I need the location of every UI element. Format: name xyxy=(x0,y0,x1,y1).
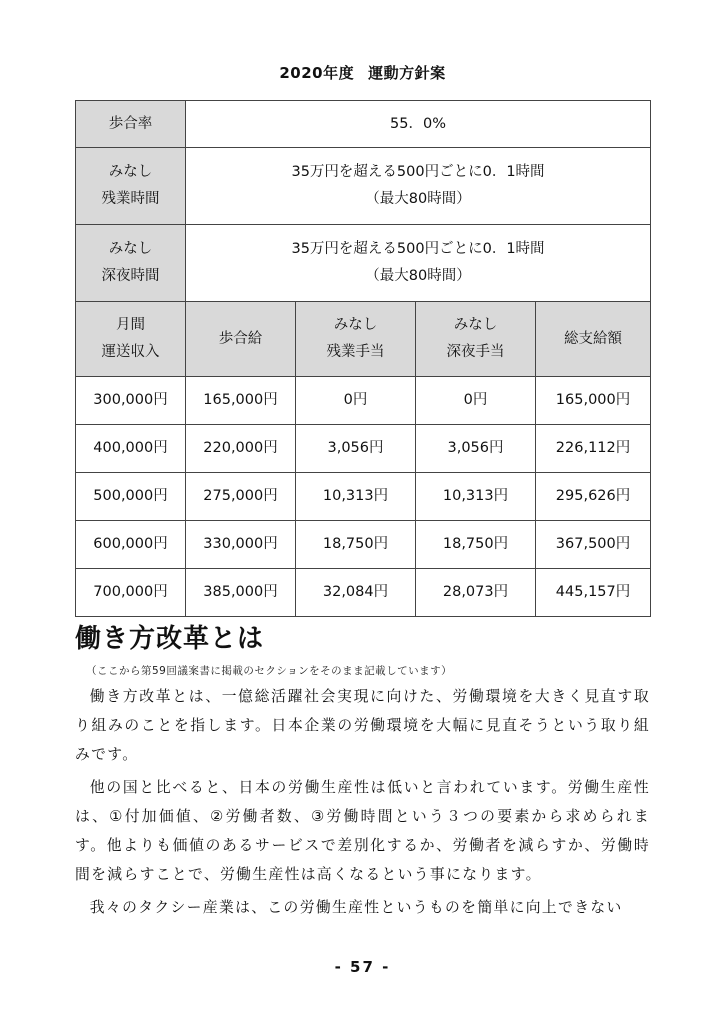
cell-commission: 220,000円 xyxy=(186,425,296,473)
table-header-row xyxy=(76,302,651,377)
header-overtime-line2: 残業手当 xyxy=(326,344,385,360)
cell-total: 367,500円 xyxy=(536,521,651,569)
title-main: 運動方針案 xyxy=(368,64,446,82)
title-year: 2020年度 xyxy=(279,64,355,82)
header-night-allowance xyxy=(416,302,536,377)
policy-table xyxy=(75,100,651,617)
night-hours-label xyxy=(76,225,186,302)
cell-income: 400,000円 xyxy=(76,425,186,473)
cell-income: 600,000円 xyxy=(76,521,186,569)
header-income-line1: 月間 xyxy=(116,317,145,333)
cell-income: 700,000円 xyxy=(76,569,186,617)
header-night-line2: 深夜手当 xyxy=(446,344,505,360)
overtime-label-line1: みなし xyxy=(108,164,153,180)
night-hours-row xyxy=(76,225,651,302)
cell-night: 18,750円 xyxy=(416,521,536,569)
overtime-label-line2: 残業時間 xyxy=(101,191,160,207)
cell-overtime: 32,084円 xyxy=(296,569,416,617)
cell-night: 28,073円 xyxy=(416,569,536,617)
header-night-line1: みなし xyxy=(453,317,498,333)
cell-night: 0円 xyxy=(416,377,536,425)
cell-commission: 165,000円 xyxy=(186,377,296,425)
header-total-pay: 総支給額 xyxy=(536,302,651,377)
header-income-line2: 運送収入 xyxy=(101,344,160,360)
cell-overtime: 3,056円 xyxy=(296,425,416,473)
cell-total: 445,157円 xyxy=(536,569,651,617)
rate-row xyxy=(76,101,651,148)
header-overtime-allowance xyxy=(296,302,416,377)
body-text xyxy=(75,682,650,926)
cell-overtime: 18,750円 xyxy=(296,521,416,569)
overtime-value-line1: 35万円を超える500円ごとに0．1時間 xyxy=(291,164,545,180)
night-hours-value xyxy=(186,225,651,302)
cell-income: 500,000円 xyxy=(76,473,186,521)
header-monthly-income xyxy=(76,302,186,377)
page-title xyxy=(0,62,725,83)
overtime-value-line2: （最大80時間） xyxy=(365,191,471,207)
night-value-line2: （最大80時間） xyxy=(365,268,471,284)
overtime-hours-value xyxy=(186,148,651,225)
page-number: - 57 - xyxy=(334,958,391,976)
cell-commission: 330,000円 xyxy=(186,521,296,569)
table-row xyxy=(76,425,651,473)
rate-label: 歩合率 xyxy=(76,101,186,148)
paragraph: 我々のタクシー産業は、この労働生産性というものを簡単に向上できない xyxy=(89,899,623,916)
night-label-line2: 深夜時間 xyxy=(101,268,160,284)
cell-overtime: 10,313円 xyxy=(296,473,416,521)
cell-income: 300,000円 xyxy=(76,377,186,425)
section-heading: 働き方改革とは xyxy=(75,624,265,654)
cell-commission: 385,000円 xyxy=(186,569,296,617)
cell-commission: 275,000円 xyxy=(186,473,296,521)
paragraph: 働き方改革とは、一億総活躍社会実現に向けた、労働環境を大きく見直す取り組みのことを指します。日本企業の労働環境を大幅に見直そうという取り組みです。 xyxy=(75,688,650,763)
header-overtime-line1: みなし xyxy=(333,317,378,333)
cell-night: 10,313円 xyxy=(416,473,536,521)
cell-night: 3,056円 xyxy=(416,425,536,473)
table-row xyxy=(76,521,651,569)
source-note: （ここから第59回議案書に掲載のセクションをそのまま記載しています） xyxy=(86,665,453,677)
night-label-line1: みなし xyxy=(108,241,153,257)
cell-total: 165,000円 xyxy=(536,377,651,425)
paragraph: 他の国と比べると、日本の労働生産性は低いと言われています。労働生産性は、①付加価値、②労働者数、③労働時間という３つの要素から求められます。他よりも価値のあるサービスで差別化するか、労働者を減らすか、労働時間を減らすことで、労働生産性は高くなるという事になります。 xyxy=(75,779,650,883)
rate-value: 55．0% xyxy=(186,101,651,148)
table-row xyxy=(76,473,651,521)
header-commission: 歩合給 xyxy=(186,302,296,377)
cell-overtime: 0円 xyxy=(296,377,416,425)
table-row xyxy=(76,569,651,617)
table-row xyxy=(76,377,651,425)
cell-total: 226,112円 xyxy=(536,425,651,473)
overtime-hours-label xyxy=(76,148,186,225)
night-value-line1: 35万円を超える500円ごとに0．1時間 xyxy=(291,241,545,257)
cell-total: 295,626円 xyxy=(536,473,651,521)
overtime-hours-row xyxy=(76,148,651,225)
